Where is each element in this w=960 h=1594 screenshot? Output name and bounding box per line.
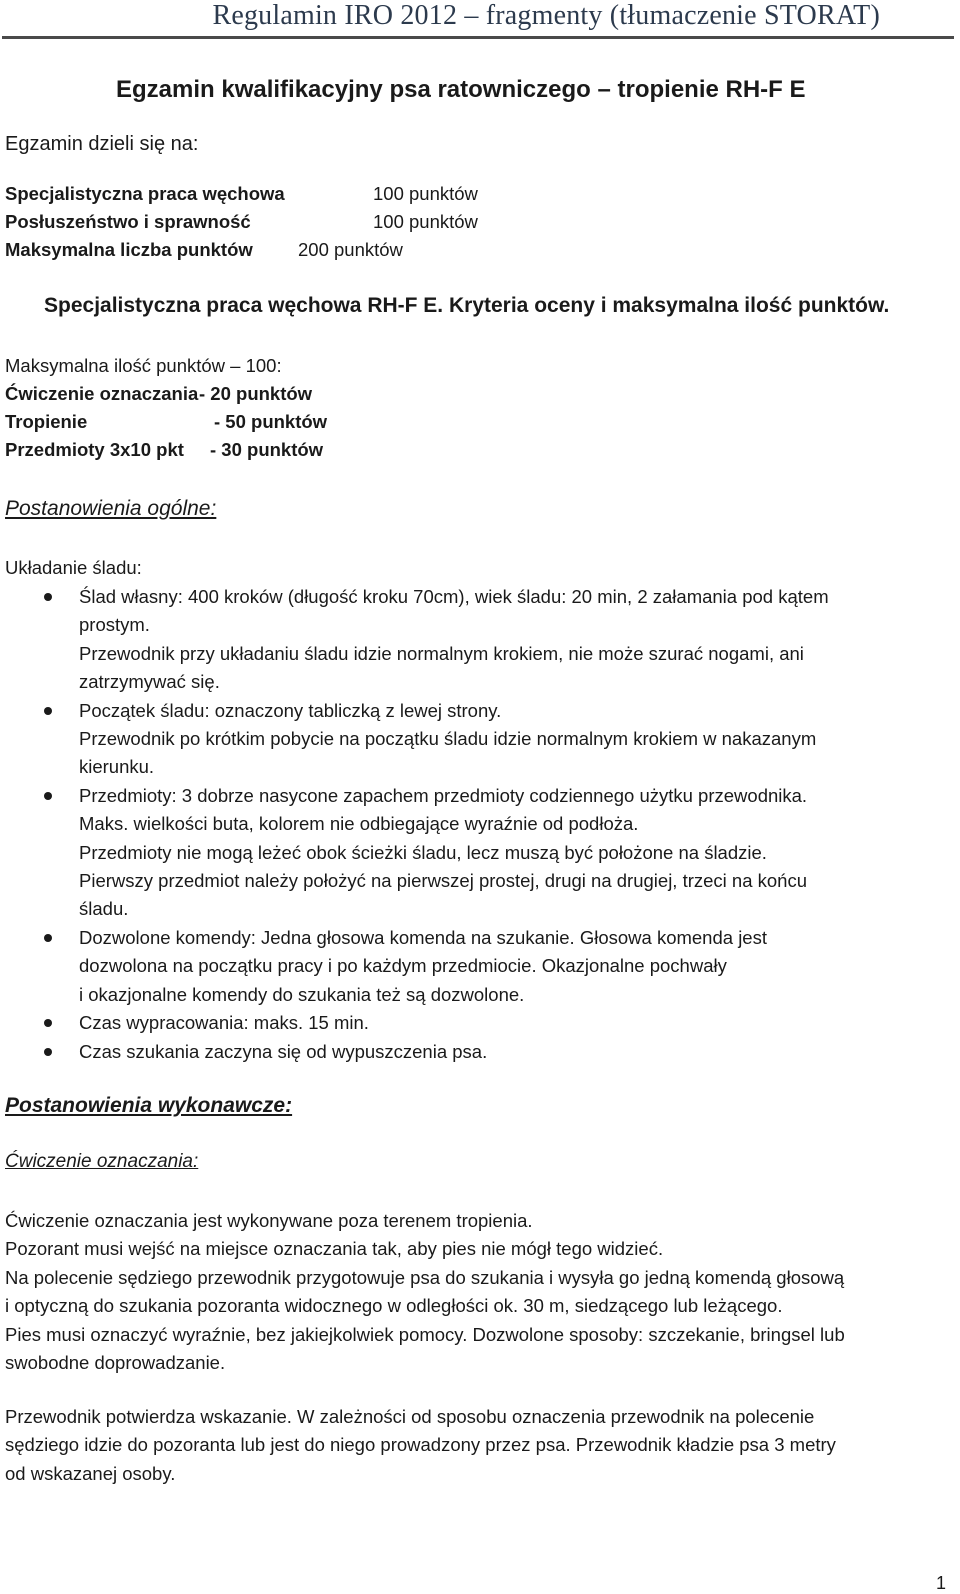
max-points-line: Maksymalna ilość punktów – 100: <box>5 355 282 376</box>
paragraph-line: Przewodnik potwierdza wskazanie. W zależności od sposobu oznaczenia przewodnik na polecenie <box>5 1406 815 1427</box>
part-points: 200 punktów <box>298 239 403 260</box>
bullet-icon <box>44 1019 52 1027</box>
list-item <box>0 1009 930 1037</box>
trail-rules-list <box>0 583 930 1066</box>
general-provisions-heading: Postanowienia ogólne: <box>5 497 217 520</box>
list-item-text: Pierwszy przedmiot należy położyć na pierwszej prostej, drugi na drugiej, trzeci na końcu <box>79 870 808 892</box>
list-item-text: Przewodnik po krótkim pobycie na początku śladu idzie normalnym krokiem w nakazanym <box>79 728 817 750</box>
part-label: Specjalistyczna praca węchowa <box>5 183 285 204</box>
list-item-text: Maks. wielkości buta, kolorem nie odbiegające wyraźnie od podłoża. <box>79 813 639 835</box>
list-item-text: prostym. <box>79 614 150 636</box>
list-item-text: Czas szukania zaczyna się od wypuszczenia psa. <box>79 1040 488 1062</box>
executive-provisions-heading: Postanowienia wykonawcze: <box>5 1094 293 1117</box>
exam-title: Egzamin kwalifikacyjny psa ratowniczego – tropienie RH-F E <box>116 76 806 103</box>
running-header: Regulamin IRO 2012 – fragmenty (tłumaczenie STORAT) <box>212 0 880 31</box>
part-points: 100 punktów <box>373 183 478 204</box>
list-item-text: Przedmioty: 3 dobrze nasycone zapachem przedmioty codziennego użytku przewodnika. <box>79 784 808 806</box>
list-item-text: Dozwolone komendy: Jedna głosowa komenda na szukanie. Głosowa komenda jest <box>79 926 767 948</box>
bullet-icon <box>44 792 52 800</box>
bullet-icon <box>44 707 52 715</box>
header-divider <box>2 36 954 39</box>
bullet-icon <box>44 1048 52 1056</box>
paragraph-line: Pies musi oznaczyć wyraźnie, bez jakiejkolwiek pomocy. Dozwolone sposoby: szczekanie, bringsel lub <box>5 1323 845 1345</box>
trail-laying-subheading: Układanie śladu: <box>5 557 142 578</box>
list-item-text: Przewodnik przy układaniu śladu idzie normalnym krokiem, nie może szurać nogami, ani <box>79 642 804 664</box>
list-item <box>0 697 930 782</box>
criteria-item-points: - 30 punktów <box>210 439 324 460</box>
list-item <box>0 782 930 924</box>
criteria-item-name: Ćwiczenie oznaczania <box>5 383 199 404</box>
list-item-text: Początek śladu: oznaczony tabliczką z lewej strony. <box>79 699 502 721</box>
list-item-text: kierunku. <box>79 756 155 778</box>
exam-intro: Egzamin dzieli się na: <box>5 133 199 155</box>
paragraph-line: swobodne doprowadzanie. <box>5 1352 226 1374</box>
criteria-item-points: - 50 punktów <box>214 411 328 432</box>
confirmation-paragraph <box>5 1403 955 1488</box>
paragraph-line: sędziego idzie do pozoranta lub jest do niego prowadzony przez psa. Przewodnik kładzie psa 3 metry <box>5 1434 836 1456</box>
list-item <box>0 583 930 697</box>
list-item-text: i okazjonalne komendy do szukania też są dozwolone. <box>79 983 525 1005</box>
paragraph-line: od wskazanej osoby. <box>5 1462 176 1484</box>
page-number: 1 <box>936 1573 947 1593</box>
bullet-icon <box>44 593 52 601</box>
criteria-item-points: - 20 punktów <box>199 383 313 404</box>
criteria-item-name: Przedmioty 3x10 pkt <box>5 439 184 460</box>
paragraph-line: Ćwiczenie oznaczania jest wykonywane poza terenem tropienia. <box>5 1210 533 1231</box>
paragraph-line: i optyczną do szukania pozoranta widocznego w odległości ok. 30 m, siedzącego lub leżącego. <box>5 1295 783 1317</box>
list-item <box>0 924 930 1009</box>
part-label: Maksymalna liczba punktów <box>5 239 253 260</box>
list-item-text: Ślad własny: 400 kroków (długość kroku 70cm), wiek śladu: 20 min, 2 załamania pod kątem <box>79 586 829 607</box>
paragraph-line: Pozorant musi wejść na miejsce oznaczania tak, aby pies nie mógł tego widzieć. <box>5 1238 664 1260</box>
list-item-text: zatrzymywać się. <box>79 671 220 693</box>
indication-paragraph <box>5 1207 955 1377</box>
list-item-text: śladu. <box>79 898 129 920</box>
paragraph-line: Na polecenie sędziego przewodnik przygotowuje psa do szukania i wysyła go jedną komendą głosową <box>5 1266 845 1288</box>
list-item-text: dozwolona na początku pracy i po każdym przedmiocie. Okazjonalne pochwały <box>79 955 727 977</box>
part-points: 100 punktów <box>373 211 478 232</box>
list-item-text: Czas wypracowania: maks. 15 min. <box>79 1012 369 1034</box>
part-label: Posłuszeństwo i sprawność <box>5 211 251 232</box>
criteria-item-name: Tropienie <box>5 411 88 432</box>
criteria-title: Specjalistyczna praca węchowa RH-F E. Kryteria oceny i maksymalna ilość punktów. <box>44 294 890 317</box>
list-item-text: Przedmioty nie mogą leżeć obok ścieżki śladu, lecz muszą być położone na śladzie. <box>79 841 767 863</box>
bullet-icon <box>44 934 52 942</box>
list-item <box>0 1038 930 1066</box>
indication-exercise-subheading: Ćwiczenie oznaczania: <box>5 1151 199 1172</box>
